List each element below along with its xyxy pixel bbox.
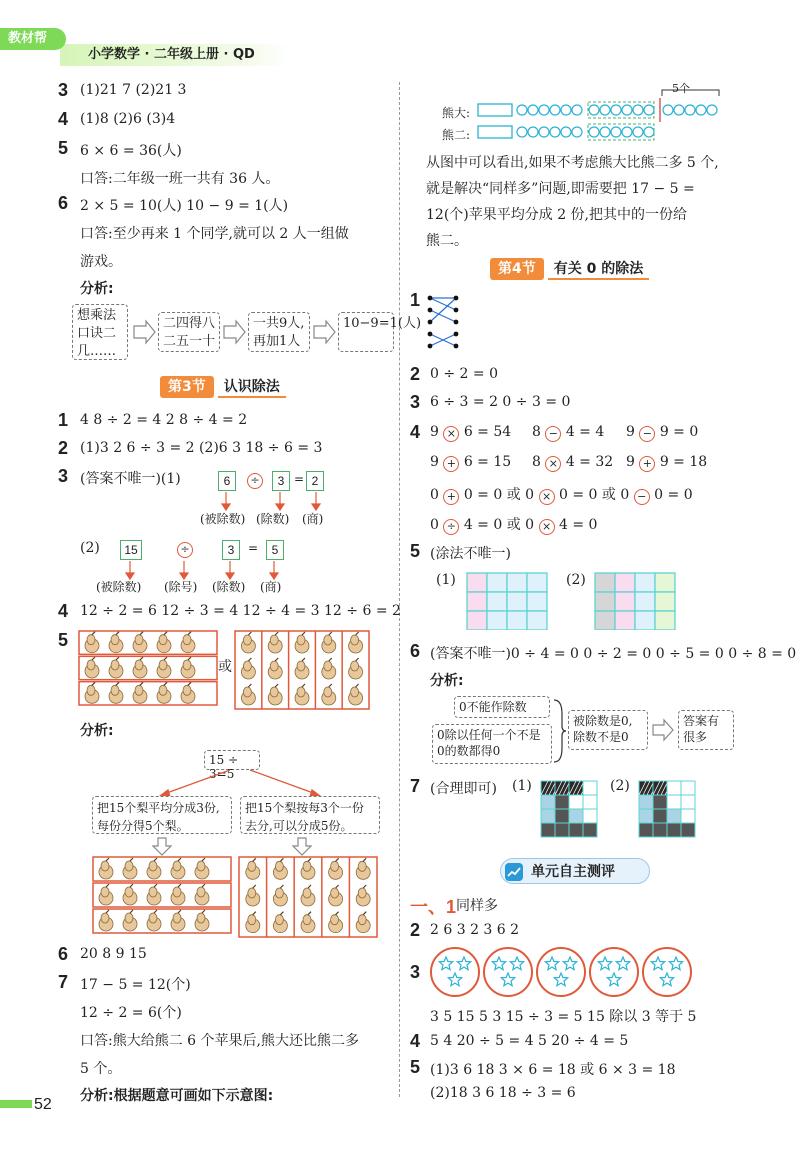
op-row: [430, 484, 693, 504]
block-cell: [569, 823, 583, 837]
q-number: 5: [58, 630, 69, 650]
block-cell: [569, 809, 583, 823]
pear-row-box: [79, 656, 217, 679]
flow-box: 想乘法口诀二几……: [72, 304, 128, 360]
block-cell: [653, 795, 667, 809]
answer-line: (1)8 (2)6 (3)4: [80, 111, 176, 127]
answer-line: 6 × 6 = 36(人): [80, 143, 182, 159]
block-figure-1: [540, 780, 604, 840]
block-cell: [583, 809, 597, 823]
q-number: 4: [58, 601, 69, 621]
reason-box: 0除以任何一个不是0的数都得0: [432, 724, 552, 764]
q-number: 6: [58, 944, 69, 964]
operand: 9: [430, 424, 439, 440]
explanation-box: 把15个梨按每3个一份去分,可以分成5份。: [240, 796, 380, 834]
block-cell: [681, 823, 695, 837]
grid-cell: [487, 573, 507, 592]
answer-line: 同样多: [456, 898, 498, 914]
flow-arrows: [128, 318, 398, 346]
block-cell: [541, 809, 555, 823]
label: (除数): [212, 580, 246, 594]
q-number: 一、1: [410, 897, 457, 917]
answer-line: (涂法不唯一): [430, 546, 511, 562]
block-cell: [653, 809, 667, 823]
block-cell: [667, 823, 681, 837]
grid-cell: [527, 611, 547, 630]
operator-circle: ÷: [443, 519, 459, 535]
or-text: 或: [218, 659, 232, 675]
grid-cell: [467, 592, 487, 611]
operand: 0 = 0: [654, 487, 693, 503]
grid-cell: [487, 611, 507, 630]
answer-line: 17 − 5 = 12(个): [80, 977, 191, 993]
grid-cell: [595, 611, 615, 630]
header-title: 小学数学 · 二年级上册 · QD: [60, 44, 290, 66]
block-cell: [639, 823, 653, 837]
q-number: 6: [58, 193, 69, 213]
answer-line: 2 6 3 2 3 6 2: [430, 922, 520, 938]
op-row: [430, 514, 597, 534]
block-cell: [639, 809, 653, 823]
block-cell: [583, 823, 597, 837]
operator-circle: ×: [545, 456, 561, 472]
operator-circle: ×: [539, 489, 555, 505]
q-number: 5: [410, 1057, 421, 1077]
pear-grid-rows-analysis: [92, 856, 232, 938]
coloring-grid-1: [466, 572, 548, 630]
answer-line: 12 ÷ 2 = 6(个): [80, 1005, 182, 1021]
section-4-header: [490, 258, 649, 280]
answer-line: 2 × 5 = 10(人) 10 − 9 = 1(人): [80, 198, 289, 214]
pear-grid-rows: [78, 630, 218, 710]
grid-cell: [527, 592, 547, 611]
answer-line: 5 4 20 ÷ 5 = 4 5 20 ÷ 4 = 5: [430, 1033, 629, 1049]
down-arrows: [150, 836, 330, 856]
grid-cell: [615, 611, 635, 630]
operand: 8: [532, 424, 541, 440]
q-number: 3: [58, 80, 69, 100]
grid-cell: [507, 573, 527, 592]
grid-cell: [467, 611, 487, 630]
operand: 9: [430, 454, 439, 470]
operand: 0 = 0 或 0: [463, 487, 535, 503]
grid-cell: [615, 573, 635, 592]
bear-big-label: 熊大:: [442, 106, 471, 120]
operand: 0: [430, 487, 439, 503]
block-cell: [569, 795, 583, 809]
operand: 9: [626, 454, 635, 470]
block-cell: [681, 809, 695, 823]
divisor-box: 3: [222, 540, 240, 560]
explanation-box: 把15个梨平均分成3份,每份分得5个梨。: [92, 796, 232, 834]
answer-line: 20 8 9 15: [80, 946, 147, 962]
grid-cell: [635, 592, 655, 611]
block-cell: [667, 781, 681, 795]
dividend-box: 15: [120, 540, 142, 560]
answer-line: 6 ÷ 3 = 2 0 ÷ 3 = 0: [430, 394, 571, 410]
reason-box: 答案有很多: [678, 710, 734, 750]
block-cell: [681, 781, 695, 795]
bear-bars: [478, 90, 719, 140]
operator-circle: −: [639, 426, 655, 442]
grid-cell: [595, 573, 615, 592]
q-number: 2: [410, 364, 421, 384]
pear-row-box: [93, 883, 231, 907]
quotient-box: 5: [266, 540, 284, 560]
matching-lines: [424, 294, 464, 354]
reason-box: 被除数是0,除数不是0: [568, 710, 648, 750]
coloring-grid-2: [594, 572, 676, 630]
q-number: 7: [410, 776, 421, 796]
section-tag: 第4节: [490, 258, 544, 280]
bear-small-label: 熊二:: [442, 128, 471, 142]
op-row: [532, 424, 604, 441]
answer-line: 口答:二年级一班一共有 36 人。: [80, 171, 280, 187]
section-title: 认识除法: [218, 376, 286, 398]
answer-line: (答案不唯一)0 ÷ 4 = 0 0 ÷ 2 = 0 0 ÷ 5 = 0 0 ÷ 8 = 0: [430, 646, 797, 662]
block-cell: [583, 781, 597, 795]
answer-line: (1)3 6 18 3 × 6 = 18 或 6 × 3 = 18: [430, 1062, 676, 1078]
q-number: 1: [410, 290, 421, 310]
answer-line: (合理即可): [430, 781, 497, 797]
answer-line: 口答:至少再来 1 个同学,就可以 2 人一组做: [80, 226, 349, 242]
q-number: 5: [410, 541, 421, 561]
pear-row-box: [79, 682, 217, 705]
page-bar: [0, 1100, 32, 1108]
block-cell: [583, 795, 597, 809]
q-number: 7: [58, 972, 69, 992]
grid-cell: [507, 592, 527, 611]
block-cell: [639, 795, 653, 809]
block-cell: [541, 823, 555, 837]
unit-test-badge: [500, 858, 650, 884]
block-cell: [681, 795, 695, 809]
label: (除号): [164, 580, 198, 594]
operand: 9 = 0: [659, 424, 699, 440]
grid-cell: [615, 592, 635, 611]
sub-label: (1): [512, 778, 532, 794]
grid-cell: [487, 592, 507, 611]
operand: 9: [626, 424, 635, 440]
answer-line: (1)3 2 6 ÷ 3 = 2 (2)6 3 18 ÷ 6 = 3: [80, 440, 323, 456]
answer-line: (1)21 7 (2)21 3: [80, 82, 187, 98]
analysis-label: 分析:: [80, 723, 114, 739]
equals-sign: =: [248, 541, 259, 555]
text-line: 从图中可以看出,如果不考虑熊大比熊二多 5 个,: [426, 155, 719, 171]
op-row: [532, 454, 613, 471]
q-number: 4: [410, 1031, 421, 1051]
column-divider: [399, 82, 400, 1097]
grid-cell: [595, 592, 615, 611]
grid-cell: [507, 611, 527, 630]
sub-label: (2): [80, 540, 100, 556]
divisor-box: 3: [272, 471, 290, 491]
text-line: 熊二。: [426, 233, 468, 249]
operator-circle: −: [545, 426, 561, 442]
operand: 8: [532, 454, 541, 470]
section-title: 有关 0 的除法: [548, 258, 650, 280]
chart-icon: [505, 863, 523, 881]
label: (商): [302, 512, 324, 526]
label: (除数): [256, 512, 290, 526]
equation-box: 15 ÷ 3=5: [204, 750, 260, 770]
answer-line: 12 ÷ 2 = 6 12 ÷ 3 = 4 12 ÷ 4 = 3 12 ÷ 6 = 2: [80, 603, 401, 619]
text-line: 就是解决“同样多”问题,即需要把 17 − 5 =: [426, 181, 695, 197]
operand: 9 = 18: [659, 454, 708, 470]
pear-row-box: [79, 631, 217, 654]
op-row: [430, 424, 511, 441]
pear-row-box: [93, 857, 231, 881]
block-cell: [541, 795, 555, 809]
grid-cell: [655, 611, 675, 630]
answer-line: (答案不唯一)(1): [80, 471, 181, 487]
grid-cell: [655, 573, 675, 592]
operand: 0: [430, 517, 439, 533]
q-number: 2: [58, 438, 69, 458]
answer-line: 3 5 15 5 3 15 ÷ 3 = 5 15 除以 3 等于 5: [430, 1009, 697, 1025]
block-cell: [667, 795, 681, 809]
operator-circle: ×: [443, 426, 459, 442]
flow-box: 10−9=1(人): [338, 312, 394, 352]
q-number: 4: [58, 109, 69, 129]
label: (被除数): [200, 512, 246, 526]
operand: 4 = 4: [565, 424, 605, 440]
answer-line: 4 8 ÷ 2 = 4 2 8 ÷ 4 = 2: [80, 412, 248, 428]
pear-grid-cols-analysis: [238, 856, 378, 938]
grid-cell: [527, 573, 547, 592]
section-tag: 第3节: [160, 376, 214, 398]
label-arrows: [210, 492, 340, 512]
op-row: [626, 454, 707, 471]
flow-box: 一共9人,再加1人: [248, 312, 310, 352]
operator-circle: −: [634, 489, 650, 505]
pear-row-box: [93, 909, 231, 933]
sub-label: (2): [566, 572, 586, 588]
analysis-label: 分析:根据题意可画如下示意图:: [80, 1088, 274, 1104]
q-number: 2: [410, 920, 421, 940]
brace: [552, 698, 568, 764]
grid-cell: [467, 573, 487, 592]
sub-label: (2): [610, 778, 630, 794]
right-arrow-icon: [650, 718, 676, 742]
block-cell: [667, 809, 681, 823]
answer-line: (2)18 3 6 18 ÷ 3 = 6: [430, 1085, 576, 1101]
quotient-box: 2: [306, 471, 324, 491]
analysis-label: 分析:: [430, 673, 464, 689]
star-groups: [428, 946, 698, 998]
operator-circle: +: [443, 489, 459, 505]
grid-cell: [635, 611, 655, 630]
answer-line: 0 ÷ 2 = 0: [430, 366, 498, 382]
operator-circle: ÷: [247, 473, 263, 489]
unit-test-title: 单元自主测评: [531, 864, 615, 880]
five-label: 5个: [672, 82, 690, 95]
operand: 4 = 0 或 0: [463, 517, 535, 533]
q-number: 1: [58, 410, 69, 430]
answer-line: 口答:熊大给熊二 6 个苹果后,熊大还比熊二多: [80, 1033, 359, 1049]
operator-circle: +: [639, 456, 655, 472]
operator-circle: +: [443, 456, 459, 472]
label: (商): [260, 580, 282, 594]
block-figure-2: [638, 780, 702, 840]
q-number: 3: [410, 392, 421, 412]
block-cell: [555, 809, 569, 823]
operator-circle: ×: [539, 519, 555, 535]
reason-box: 0不能作除数: [454, 696, 550, 718]
operand: 6 = 15: [463, 454, 512, 470]
answer-line: 游戏。: [80, 254, 122, 270]
equals-sign: =: [294, 472, 305, 486]
answer-line: 5 个。: [80, 1061, 122, 1077]
q-number: 6: [410, 641, 421, 661]
operand: 4 = 32: [565, 454, 614, 470]
block-cell: [555, 795, 569, 809]
pear-grid-cols: [234, 630, 370, 710]
text-line: 12(个)苹果平均分成 2 份,把其中的一份给: [426, 207, 687, 223]
flow-box: 二四得八二五一十: [158, 312, 220, 352]
bear-diagram: [476, 82, 726, 144]
analysis-label: 分析:: [80, 281, 114, 297]
operand: 0 = 0 或 0: [559, 487, 630, 503]
q-number: 5: [58, 138, 69, 158]
q-number: 3: [58, 466, 69, 486]
operand: 4 = 0: [559, 517, 598, 533]
sub-label: (1): [436, 572, 456, 588]
q-number: 3: [410, 962, 421, 982]
operand: 6 = 54: [463, 424, 512, 440]
block-cell: [555, 823, 569, 837]
op-row: [626, 424, 698, 441]
op-row: [430, 454, 511, 471]
q-number: 4: [410, 422, 421, 442]
grid-cell: [635, 573, 655, 592]
dividend-box: 6: [218, 471, 236, 491]
grid-cell: [655, 592, 675, 611]
header-tab: 教材帮: [0, 28, 66, 50]
operator-circle: ÷: [177, 542, 193, 558]
section-3-header: [160, 376, 286, 398]
label: (被除数): [96, 580, 142, 594]
page-number: 52: [34, 1096, 52, 1113]
block-cell: [653, 823, 667, 837]
